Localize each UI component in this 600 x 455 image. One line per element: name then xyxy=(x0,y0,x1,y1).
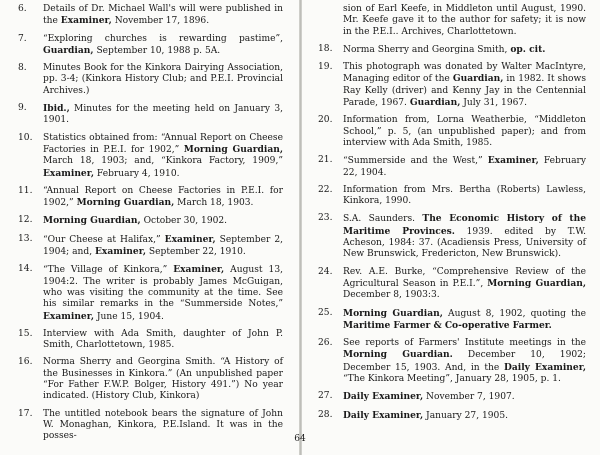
footnote-text xyxy=(343,62,586,109)
footnote-14 xyxy=(18,264,283,322)
footnote-text-segment: November 17, 1896. xyxy=(111,16,210,27)
footnote-source-title: Examiner, xyxy=(43,167,95,179)
footnote-text-segment: July 31, 1967. xyxy=(460,98,528,109)
footnote-source-title: The Economic History of the Maritime Provinces. xyxy=(343,213,586,237)
footnote-text-segment: Information from, Lorna Weatherbie, “Middleton School,” p. 5, (an unpublished paper); and from interview with Ada Smith, 1985. xyxy=(343,115,586,148)
footnote-text xyxy=(43,4,283,28)
footnote-text-segment: S.A. Saunders. xyxy=(343,214,423,225)
footnote-source-title: Examiner, xyxy=(43,310,95,322)
footnote-number: 26. xyxy=(318,338,333,349)
footnote-7 xyxy=(18,34,283,58)
footnote-21 xyxy=(318,155,586,179)
footnote-28 xyxy=(318,410,586,422)
footnote-27 xyxy=(318,391,586,403)
footnote-text-segment: December 8, 1903:3. xyxy=(343,290,440,301)
footnote-text-segment: August 13, 1904:2. The writer is probably James McGuigan, who was visiting the community at the time. See his similar remarks in the “Summerside Notes,” xyxy=(43,265,283,310)
footnote-source-title: Examiner, xyxy=(173,264,225,276)
footnote-text xyxy=(43,34,283,58)
footnote-text-segment: Minutes Book for the Kinkora Dairying Association, pp. 3-4; (Kinkora History Club; and P.E.I. Provincial Archives.) xyxy=(43,63,283,96)
footnote-number: 23. xyxy=(318,213,333,224)
footnote-text xyxy=(43,103,283,127)
footnote-23 xyxy=(318,213,586,260)
footnote-number: 7. xyxy=(18,33,27,44)
footnote-text xyxy=(43,234,283,259)
footnote-number: 17. xyxy=(18,408,33,419)
footnote-text xyxy=(43,357,283,402)
footnote-text xyxy=(43,63,283,97)
note-17-continuation: sion of Earl Keefe, in Middleton until August, 1990. Mr. Keefe gave it to the author for safety; it is now in the P.E.I.. Archives, Charlottetown. xyxy=(343,4,586,37)
footnote-text xyxy=(343,185,586,208)
footnote-text-segment: January 27, 1905. xyxy=(423,410,509,421)
footnote-19 xyxy=(318,62,586,109)
footnote-text-segment: December 10, 1902; December 15, 1903. And, in the xyxy=(343,350,586,373)
footnote-number: 20. xyxy=(318,115,333,126)
footnote-source-title: Daily Examiner, xyxy=(343,409,424,421)
footnote-text-segment: “Our Cheese at Halifax,” xyxy=(43,234,165,245)
footnote-text xyxy=(43,329,283,352)
footnote-number: 16. xyxy=(18,357,33,368)
footnote-source-title: Ibid., xyxy=(43,103,70,115)
footnote-text-segment: “Annual Report on Cheese Factories in P.E.I. for 1902,” xyxy=(43,185,283,209)
footnote-11 xyxy=(18,186,283,210)
footnote-number: 10. xyxy=(18,132,33,143)
footnote-number: 15. xyxy=(18,328,33,339)
left-notes-column xyxy=(18,4,283,449)
footnote-13 xyxy=(18,234,283,259)
footnote-25 xyxy=(318,308,586,333)
footnote-number: 12. xyxy=(18,215,33,226)
footnote-6 xyxy=(18,4,283,28)
footnote-text xyxy=(43,215,283,227)
footnote-text xyxy=(343,44,586,56)
footnote-source-title: Morning Guardian, xyxy=(43,215,141,227)
footnote-text-segment: February 4, 1910. xyxy=(94,168,180,179)
footnote-24 xyxy=(318,267,586,302)
footnote-text xyxy=(43,186,283,210)
footnote-text-segment: Information from Mrs. Bertha (Roberts) Lawless, Kinkora, 1990. xyxy=(343,184,586,207)
right-notes-list xyxy=(318,44,586,422)
footnote-number: 11. xyxy=(18,185,33,196)
footnote-source-title: op. cit. xyxy=(510,43,546,55)
footnote-26 xyxy=(318,338,586,385)
footnote-text-segment: Statistics obtained from: “Annual Report on Cheese Factories in P.E.I. for 1902,” xyxy=(43,132,283,155)
footnote-text-segment: in 1982. It shows Ray Kelly (driver) and Kenny Jay in the Centennial Parade, 1967. xyxy=(343,74,586,109)
footnote-text-segment: February 22, 1904. xyxy=(343,156,586,178)
footnote-text xyxy=(43,133,283,180)
footnote-source-title: Daily Examiner, xyxy=(504,361,586,373)
footnote-source-title: Examiner, xyxy=(60,15,112,27)
footnote-text xyxy=(343,267,586,302)
footnote-text-segment: This photograph was donated by Walter MacIntyre, Managing editor of the xyxy=(343,62,586,85)
footnote-text xyxy=(43,264,283,322)
footnote-source-title: Guardian, xyxy=(43,44,94,56)
footnote-text-segment: Minutes for the meeting held on January 3, 1901. xyxy=(43,104,283,126)
page-number: 64 xyxy=(294,434,306,444)
footnote-text xyxy=(343,115,586,149)
footnote-text-segment: Norma Sherry and Georgina Smith. “A History of the Businesses in Kinkora.” (An unpublished paper “For Father F.W.P. Bolger, History 491.”) No year indicated. (History Club, Kinkora) xyxy=(43,357,283,402)
footnote-text-segment: “The Village of Kinkora,” xyxy=(43,265,174,276)
footnote-text-segment: September 22, 1910. xyxy=(146,247,246,258)
footnote-text-segment: March 18, 1903; and, “Kinkora Factory, 1909,” xyxy=(43,156,283,167)
footnote-12 xyxy=(18,215,283,227)
footnote-source-title: Daily Examiner, xyxy=(343,391,424,403)
footnote-text-segment: See reports of Farmers' Institute meetings in the xyxy=(343,338,586,349)
footnote-number: 19. xyxy=(318,62,333,73)
footnote-number: 8. xyxy=(18,63,27,74)
footnote-source-title: Examiner, xyxy=(487,155,539,167)
footnote-text-segment: 1939. edited by T.W. Acheson, 1984: 37. (Acadiensis Press, University of New Brunswick, Fredericton, New Brunswick). xyxy=(343,226,586,260)
footnote-text xyxy=(343,410,586,422)
footnote-number: 22. xyxy=(318,184,333,195)
footnote-number: 24. xyxy=(318,266,333,277)
footnote-text-segment: September 10, 1988 p. 5A. xyxy=(93,45,221,56)
footnote-number: 13. xyxy=(18,233,33,244)
footnote-18 xyxy=(318,44,586,56)
footnote-text-segment: “The Kinkora Meeting”, January 28, 1905, p. 1. xyxy=(343,374,561,385)
footnote-8 xyxy=(18,63,283,97)
right-notes-column xyxy=(318,4,586,428)
footnote-text-segment: November 7, 1907. xyxy=(423,392,515,403)
footnote-16 xyxy=(18,357,283,402)
footnote-text xyxy=(343,391,586,403)
footnote-text-segment: October 30, 1902. xyxy=(140,216,228,227)
footnote-text-segment: August 8, 1902, quoting the xyxy=(442,308,587,319)
footnote-text xyxy=(343,155,586,179)
footnote-text xyxy=(343,213,586,260)
footnote-text-segment: Details of Dr. Michael Wall's will were published in the xyxy=(43,4,283,27)
book-gutter xyxy=(299,0,302,455)
footnote-text-segment: June 15, 1904. xyxy=(94,311,164,322)
footnote-number: 25. xyxy=(318,307,333,318)
footnote-source-title: Examiner, xyxy=(94,246,146,258)
footnote-number: 27. xyxy=(318,391,333,402)
footnote-text xyxy=(343,338,586,385)
footnote-text-segment: Interview with Ada Smith, daughter of John P. Smith, Charlottetown, 1985. xyxy=(43,328,283,351)
footnote-10 xyxy=(18,133,283,180)
footnote-15 xyxy=(18,329,283,352)
footnote-22 xyxy=(318,185,586,208)
footnote-text-segment: Norma Sherry and Georgina Smith, xyxy=(343,44,511,55)
footnote-number: 14. xyxy=(18,264,33,275)
footnote-number: 6. xyxy=(18,4,27,14)
footnote-source-title: Guardian, xyxy=(409,97,461,109)
footnote-number: 18. xyxy=(318,43,333,54)
footnote-number: 21. xyxy=(318,155,333,166)
footnote-text-segment: “Exploring churches is rewarding pastime”, xyxy=(43,33,283,44)
footnote-text-segment: The untitled notebook bears the signature of John W. Monaghan, Kinkora, P.E.Island. It was in the posses- xyxy=(43,408,283,442)
footnote-text-segment: September 2, 1904; and, xyxy=(43,234,283,258)
footnote-source-title: Morning Guardian. xyxy=(343,349,453,361)
footnote-number: 9. xyxy=(18,103,27,114)
footnote-9 xyxy=(18,103,283,127)
footnote-text-segment: March 18, 1903. xyxy=(174,198,254,209)
footnote-text xyxy=(343,308,586,333)
footnote-source-title: Morning Guardian, xyxy=(487,277,586,289)
footnote-source-title: Morning Guardian, xyxy=(343,307,443,319)
footnote-source-title: Maritime Farmer & Co-operative Farmer. xyxy=(343,319,552,331)
footnote-source-title: Morning Guardian, xyxy=(183,143,284,155)
footnote-source-title: Morning Guardian, xyxy=(76,197,175,209)
footnote-number: 28. xyxy=(318,409,333,420)
footnote-source-title: Examiner, xyxy=(164,233,216,245)
footnote-text-segment: “Summerside and the West,” xyxy=(343,156,488,167)
footnote-source-title: Guardian, xyxy=(452,73,504,85)
footnote-text-segment: Rev. A.E. Burke, “Comprehensive Review of the Agricultural Season in P.E.I.”, xyxy=(343,266,586,289)
footnote-20 xyxy=(318,115,586,149)
